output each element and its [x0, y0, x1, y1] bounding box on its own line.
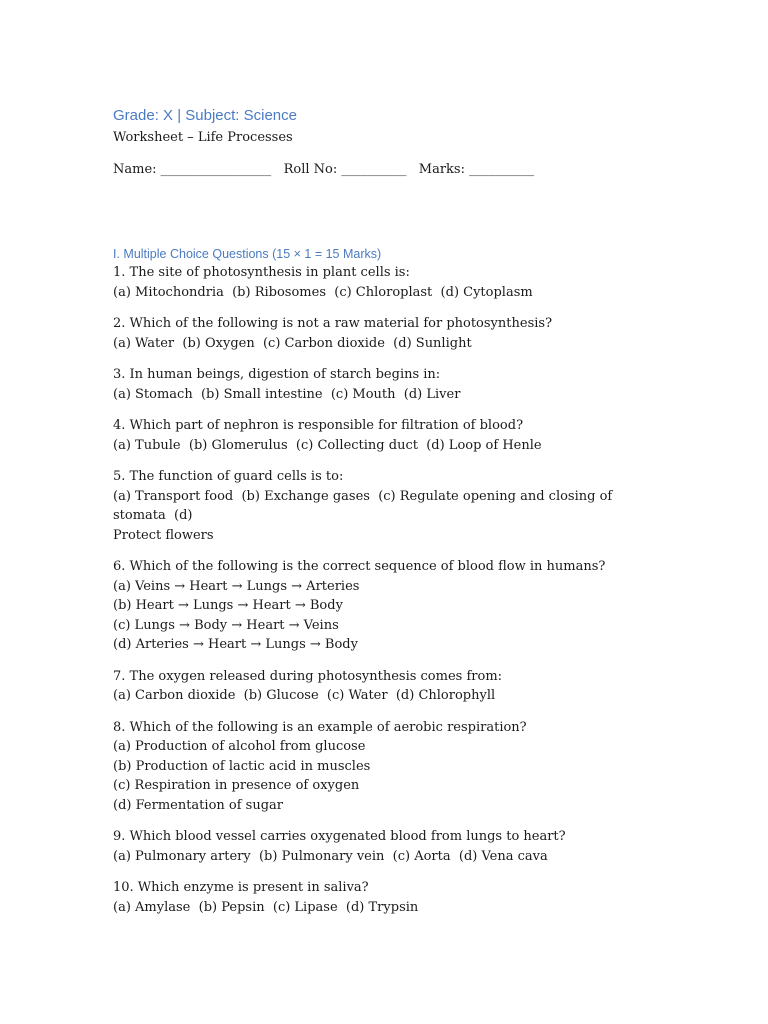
question-options: (a) Amylase (b) Pepsin (c) Lipase (d) Trypsin [113, 899, 419, 915]
question-item [113, 314, 653, 353]
question-options: (a) Veins → Heart → Lungs → Arteries [113, 578, 360, 594]
question-item [113, 467, 653, 545]
section-title: I. Multiple Choice Questions (15 × 1 = 15 Marks) [113, 247, 382, 261]
question-item [113, 416, 653, 455]
question-list [113, 263, 653, 929]
question-text: 9. Which blood vessel carries oxygenated blood from lungs to heart? [113, 829, 566, 844]
question-text: 10. Which enzyme is present in saliva? [113, 880, 369, 895]
question-options: (a) Transport food (b) Exchange gases (c) Regulate opening and closing of stomata (d) [113, 488, 617, 523]
question-options: (d) Arteries → Heart → Lungs → Body [113, 637, 358, 652]
question-item [113, 718, 653, 816]
question-item [113, 557, 653, 655]
question-options: (c) Lungs → Body → Heart → Veins [113, 617, 339, 633]
question-options: Protect flowers [113, 527, 214, 543]
question-options: (a) Stomach (b) Small intestine (c) Mouth (d) Liver [113, 386, 461, 402]
marks-field: Marks: __________ [418, 162, 535, 177]
grade-subject-heading: Grade: X | Subject: Science [113, 107, 297, 124]
question-text: 3. In human beings, digestion of starch begins in: [113, 367, 441, 382]
question-item [113, 365, 653, 404]
roll-no-field: Roll No: __________ [283, 162, 407, 177]
question-options: (a) Mitochondria (b) Ribosomes (c) Chloroplast (d) Cytoplasm [113, 284, 533, 300]
question-options: (a) Water (b) Oxygen (c) Carbon dioxide (d) Sunlight [113, 335, 472, 351]
question-options: (d) Fermentation of sugar [113, 797, 283, 813]
question-options: (c) Respiration in presence of oxygen [113, 778, 360, 793]
name-field: Name: _________________ [113, 162, 272, 177]
question-text: 1. The site of photosynthesis in plant cells is: [113, 265, 410, 280]
question-options: (a) Tubule (b) Glomerulus (c) Collecting duct (d) Loop of Henle [113, 437, 542, 453]
question-text: 6. Which of the following is the correct sequence of blood flow in humans? [113, 559, 606, 574]
question-options: (b) Heart → Lungs → Heart → Body [113, 598, 343, 613]
question-options: (a) Pulmonary artery (b) Pulmonary vein (c) Aorta (d) Vena cava [113, 848, 548, 864]
question-item [113, 667, 653, 706]
question-item [113, 827, 653, 866]
worksheet-title: Worksheet – Life Processes [113, 130, 293, 145]
question-text: 2. Which of the following is not a raw material for photosynthesis? [113, 316, 553, 331]
question-text: 5. The function of guard cells is to: [113, 469, 344, 484]
question-item [113, 263, 653, 302]
question-text: 4. Which part of nephron is responsible for filtration of blood? [113, 418, 524, 433]
question-text: 8. Which of the following is an example of aerobic respiration? [113, 719, 527, 735]
question-options: (b) Production of lactic acid in muscles [113, 758, 371, 774]
question-options: (a) Production of alcohol from glucose [113, 739, 366, 754]
question-options: (a) Carbon dioxide (b) Glucose (c) Water (d) Chlorophyll [113, 688, 496, 703]
question-item [113, 878, 653, 917]
student-info-fields [113, 161, 534, 179]
question-text: 7. The oxygen released during photosynthesis comes from: [113, 668, 503, 684]
